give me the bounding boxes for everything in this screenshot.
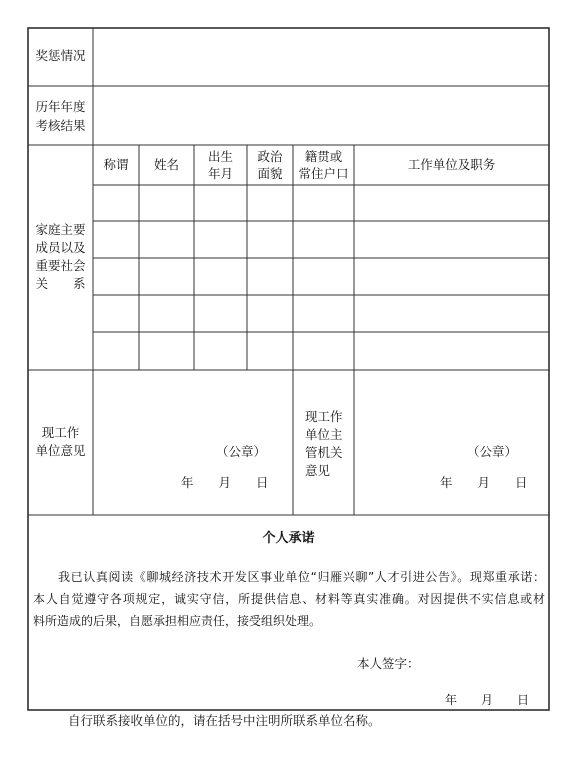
header-name: 姓名 [153,157,179,172]
appraisal-label [28,97,93,135]
authority-label-line: 现工作 [305,409,343,424]
header-work: 工作单位及职务 [407,157,496,172]
appraisal-label-line: 考核结果 [35,118,86,133]
header-relation: 称谓 [103,157,129,172]
family-label-line: 成员以及 [35,240,86,255]
authority-opinion-label [305,408,343,480]
family-section-label [28,221,93,293]
appraisal-label-line: 历年年度 [35,99,86,114]
signature-label: 本人签字： [357,656,420,671]
current-unit-opinion-label [28,424,93,460]
authority-seal: （公章） [467,444,518,459]
family-label-line: 关 系 [35,276,86,291]
header-birth-line: 年月 [207,166,233,181]
authority-label-line: 管机关 [305,445,343,460]
footnote: 自行联系接收单位的，请在括号中注明所联系单位名称。 [68,713,381,728]
authority-date: 年 月 日 [440,475,528,490]
authority-label-line: 意见 [305,463,331,478]
header-origin-line: 常住户口 [298,166,349,181]
commitment-line: 料所造成的后果，自愿承担相应责任，接受组织处理。 [33,614,322,628]
current-unit-date: 年 月 日 [181,475,269,490]
commitment-title: 个人承诺 [262,531,315,546]
family-label-line: 家庭主要 [35,222,86,237]
current-unit-label-line: 单位意见 [35,443,86,458]
header-birth-line: 出生 [207,149,233,164]
authority-label-line: 单位主 [305,427,343,442]
commitment-line: 本人自觉遵守各项规定，诚实守信，所提供信息、材料等真实准确。对因提供不实信息或材 [33,592,545,606]
header-birth [194,148,247,182]
rewards-label: 奖惩情况 [35,48,86,63]
current-unit-seal: （公章） [216,444,267,459]
current-unit-label-line: 现工作 [41,425,80,440]
commitment-date: 年 月 日 [445,693,530,707]
header-origin-line: 籍贯或 [304,149,343,164]
header-political-line: 政治 [257,149,283,164]
header-origin [293,148,354,182]
header-political-line: 面貌 [257,166,283,181]
family-label-line: 重要社会 [35,258,86,273]
commitment-line: 我已认真阅读《聊城经济技术开发区事业单位“归雁兴聊”人才引进公告》。现郑重承诺： [58,570,545,584]
header-political-status [247,148,293,182]
